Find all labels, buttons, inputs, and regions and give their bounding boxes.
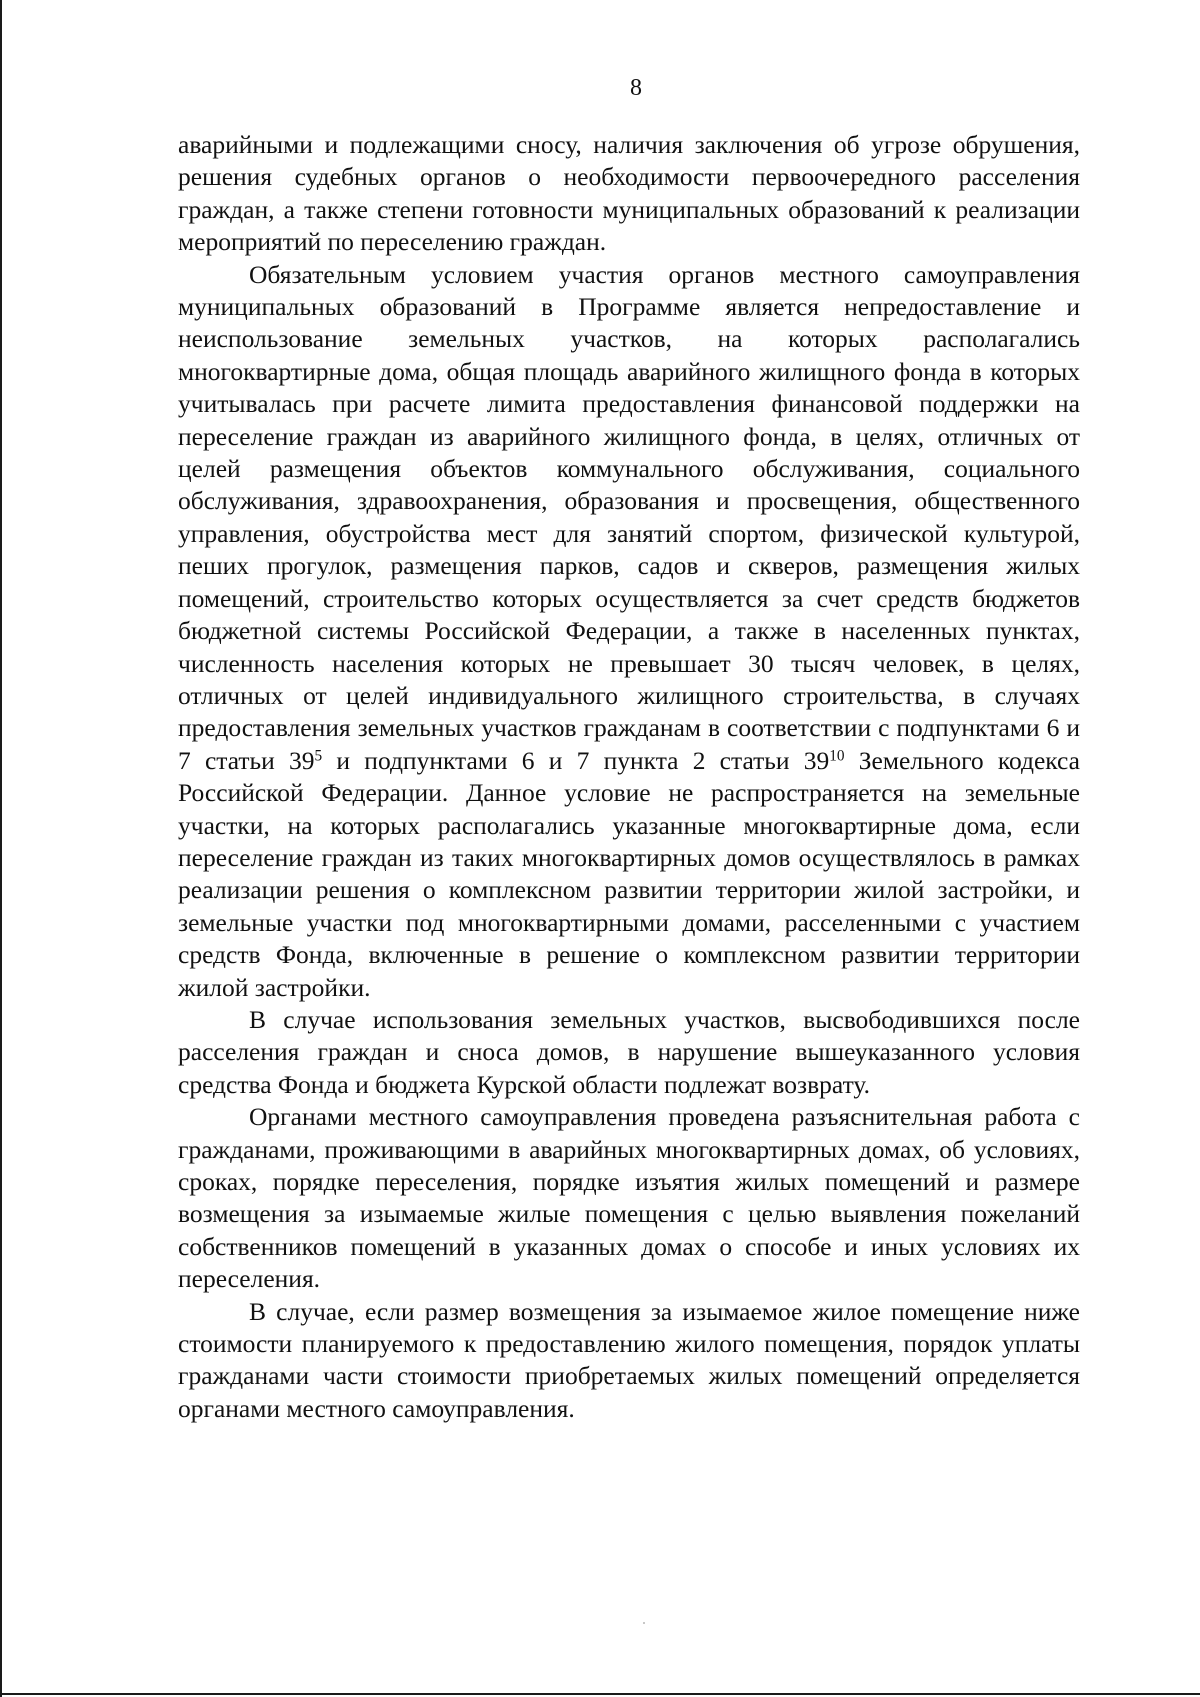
paragraph-2-text-part-2: и подпунктами 6 и 7 пункта 2 статьи 39 <box>322 745 830 775</box>
superscript-article-39-10: 10 <box>829 747 845 765</box>
scan-border-left <box>0 0 2 1697</box>
paragraph-3: В случае использования земельных участков, высвободившихся после расселения граждан и сноса домов, в нарушение вышеуказанного условия средства Фонда и бюджета Курской области подлежат возврату. <box>178 1004 1080 1099</box>
paragraph-2-text-part-1: Обязательным условием участия органов местного самоуправления муниципальных образований в Программе является непредоставление и неиспользование земельных участков, на которых располагались многоквартирные дома, общая площадь аварийного жилищного фонда в которых учитывалась при расчете лимита предоставления финансовой поддержки на переселение граждан из аварийного жилищного фонда, в целях, отличных от целей размещения объектов коммунального обслуживания, социального обслуживания, здравоохранения, образования и просвещения, общественного управления, обустройства мест для занятий спортом, физической культурой, пеших прогулок, размещения парков, садов и скверов, размещения жилых помещений, строительство которых осуществляется за счет средств бюджетов бюджетной системы Российской Федерации, а также в населенных пунктах, численность населения которых не превышает 30 тысяч человек, в целях, отличных от целей индивидуального жилищного строительства, в случаях предоставления земельных участков гражданам в соответствии с подпунктами 6 и 7 статьи 39 <box>178 259 1080 775</box>
page-number: 8 <box>630 75 642 101</box>
paragraph-2-text-part-3: Земельного кодекса Российской Федерации. Данное условие не распространяется на земельные участки, на которых располагались указанные многоквартирные дома, если переселение граждан из таких многоквартирных домов осуществлялось в рамках реализации решения о комплексном развитии территории жилой застройки, и земельные участки под многоквартирными домами, расселенными с участием средств Фонда, включенные в решение о комплексном развитии территории жилой застройки. <box>178 745 1080 1002</box>
scan-speck <box>643 1622 645 1624</box>
superscript-article-39-5: 5 <box>314 747 323 765</box>
paragraph-2 <box>178 259 1080 1004</box>
document-body <box>178 129 1080 1425</box>
paragraph-1: аварийными и подлежащими сносу, наличия заключения об угрозе обрушения, решения судебных органов о необходимости первоочередного расселения граждан, а также степени готовности муниципальных образований к реализации мероприятий по переселению граждан. <box>178 130 1080 257</box>
paragraph-4: Органами местного самоуправления проведена разъяснительная работа с гражданами, проживающими в аварийных многоквартирных домах, об условиях, сроках, порядке переселения, порядке изъятия жилых помещений и размере возмещения за изымаемые жилые помещения с целью выявления пожеланий собственников помещений в указанных домах о способе и иных условиях их переселения. <box>178 1102 1080 1294</box>
scan-border-bottom <box>0 1693 1200 1695</box>
paragraph-5: В случае, если размер возмещения за изымаемое жилое помещение ниже стоимости планируемого к предоставлению жилого помещения, порядок уплаты гражданами части стоимости приобретаемых жилых помещений определяется органами местного самоуправления. <box>178 1296 1080 1423</box>
